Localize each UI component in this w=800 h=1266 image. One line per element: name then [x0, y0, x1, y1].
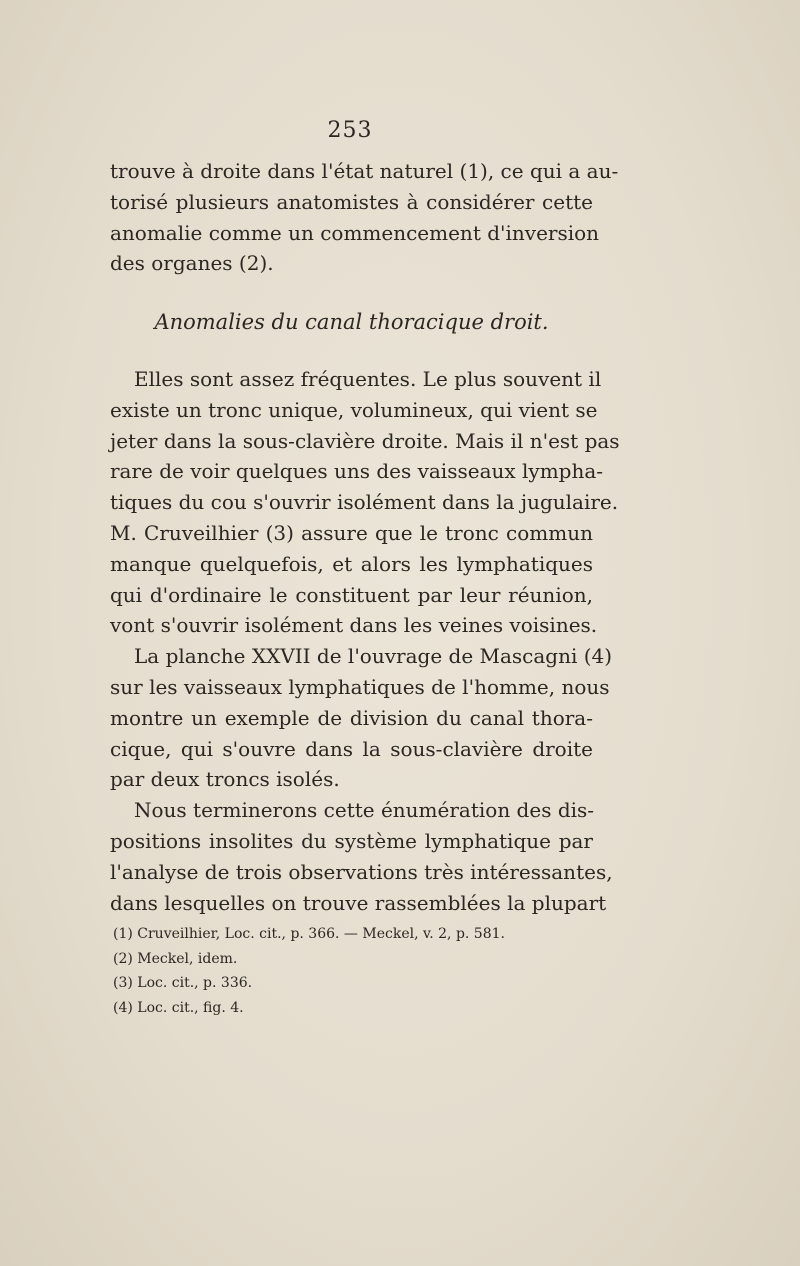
text-line: dans lesquelles on trouve rassemblées la plupart — [110, 890, 607, 915]
text-line: existe un tronc unique, volumineux, qui vient se — [110, 397, 598, 422]
text-line: rare de voir quelques uns des vaisseaux lympha- — [110, 459, 604, 484]
page-number: 253 — [327, 118, 373, 143]
text-line: montre un exemple de division du canal thora- — [110, 705, 593, 730]
footnote: (4) Loc. cit., fig. 4. — [113, 999, 244, 1016]
footnotes — [113, 922, 593, 1020]
text-line: Elles sont assez fréquentes. Le plus souvent il — [134, 367, 602, 391]
text-line: La planche XXVII de l'ouvrage de Mascagni (4) — [134, 644, 613, 669]
footnote: (2) Meckel, idem. — [113, 950, 238, 967]
text-line: jeter dans la sous-clavière droite. Mais il n'est pas — [110, 428, 620, 453]
text-line: anomalie comme un commencement d'inversion — [110, 220, 600, 245]
footnote: (3) Loc. cit., p. 336. — [113, 975, 253, 991]
text-line: tiques du cou s'ouvrir isolément dans la jugulaire. — [110, 490, 619, 515]
text-line: trouve à droite dans l'état naturel (1), ce qui a au- — [110, 159, 619, 183]
text-line: vont s'ouvrir isolément dans les veines voisines. — [110, 613, 598, 638]
footnote: (1) Cruveilhier, Loc. cit., p. 366. — Meckel, v. 2, p. 581. — [113, 926, 505, 942]
text-line: l'analyse de trois observations très intéressantes, — [110, 859, 613, 884]
section-heading: Anomalies du canal thoracique droit. — [154, 310, 549, 334]
text-line: cique, qui s'ouvre dans la sous-clavière droite — [110, 736, 593, 761]
text-line: Nous terminerons cette énumération des dis- — [134, 798, 595, 823]
text-line: torisé plusieurs anatomistes à considérer cette — [110, 189, 593, 214]
text-line: des organes (2). — [110, 251, 274, 276]
text-line: par deux troncs isolés. — [110, 767, 340, 792]
text-line: positions insolites du système lymphatique par — [110, 828, 593, 853]
body-text — [110, 364, 620, 918]
text-line: qui d'ordinaire le constituent par leur réunion, — [110, 582, 593, 607]
intro-paragraph — [110, 156, 619, 279]
text-line: manque quelquefois, et alors les lymphatiques — [110, 551, 593, 576]
text-line: M. Cruveilhier (3) assure que le tronc commun — [110, 520, 593, 545]
text-line: sur les vaisseaux lymphatiques de l'homme, nous — [110, 674, 610, 699]
